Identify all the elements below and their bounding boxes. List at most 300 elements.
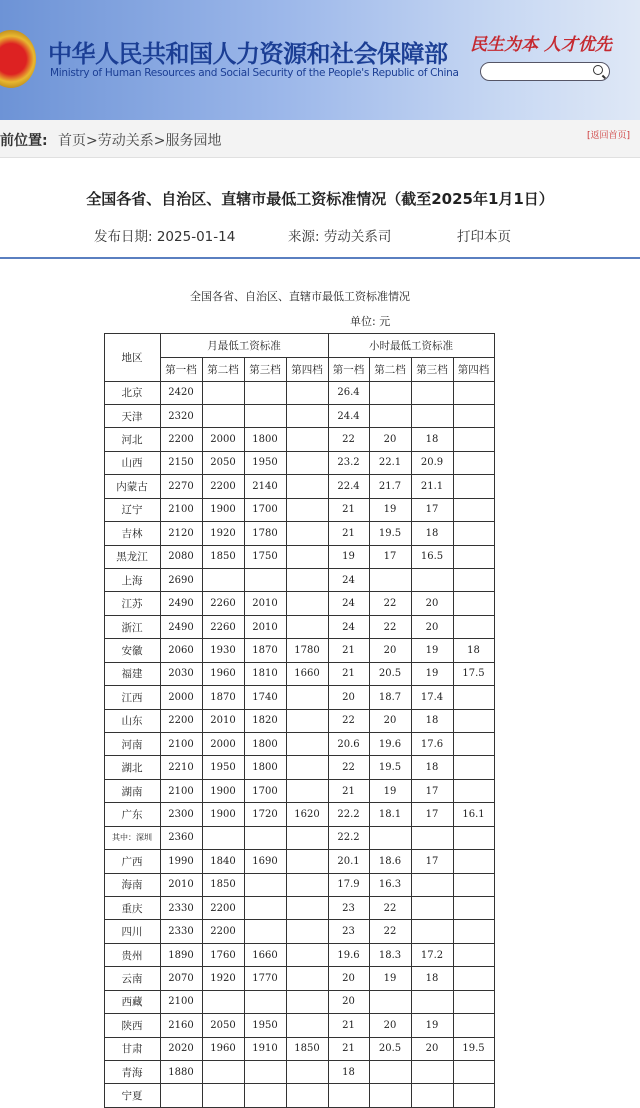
- value-cell: 2160: [160, 1013, 203, 1037]
- region-cell: 上海: [104, 568, 161, 592]
- header-hourly: 小时最低工资标准: [328, 333, 495, 358]
- value-cell: 23: [328, 896, 370, 920]
- header-tier: 第一档: [160, 357, 203, 382]
- value-cell: 22: [328, 709, 370, 733]
- value-cell: 1660: [286, 662, 329, 686]
- value-cell: [411, 1060, 454, 1084]
- value-cell: 2010: [244, 591, 287, 615]
- value-cell: 21: [328, 638, 370, 662]
- value-cell: 1990: [160, 849, 203, 873]
- value-cell: [369, 568, 412, 592]
- value-cell: [286, 498, 329, 522]
- value-cell: [286, 779, 329, 803]
- value-cell: 22.1: [369, 451, 412, 475]
- value-cell: [411, 404, 454, 428]
- region-cell: 甘肃: [104, 1037, 161, 1061]
- value-cell: [286, 685, 329, 709]
- site-header: [0, 0, 640, 120]
- value-cell: 22: [328, 427, 370, 451]
- value-cell: [286, 896, 329, 920]
- value-cell: 2000: [160, 685, 203, 709]
- value-cell: 2150: [160, 451, 203, 475]
- value-cell: [286, 615, 329, 639]
- region-cell: 福建: [104, 662, 161, 686]
- back-home-link[interactable]: [返回首页]: [586, 131, 630, 141]
- search-input[interactable]: [480, 62, 610, 81]
- value-cell: 18: [411, 755, 454, 779]
- value-cell: 17.9: [328, 873, 370, 897]
- region-cell: 江西: [104, 685, 161, 709]
- value-cell: 1810: [244, 662, 287, 686]
- header-tier: 第三档: [411, 357, 454, 382]
- value-cell: [286, 404, 329, 428]
- value-cell: [453, 474, 495, 498]
- value-cell: [453, 404, 495, 428]
- value-cell: 20.1: [328, 849, 370, 873]
- region-cell: 广东: [104, 802, 161, 826]
- value-cell: 19.5: [453, 1037, 495, 1061]
- header-tier: 第四档: [286, 357, 329, 382]
- search-icon[interactable]: [593, 65, 603, 75]
- value-cell: [244, 1060, 287, 1084]
- value-cell: [453, 779, 495, 803]
- value-cell: 1850: [286, 1037, 329, 1061]
- region-cell: 四川: [104, 919, 161, 943]
- value-cell: 24: [328, 568, 370, 592]
- value-cell: 2060: [160, 638, 203, 662]
- value-cell: 1820: [244, 709, 287, 733]
- value-cell: 1950: [244, 451, 287, 475]
- value-cell: [244, 404, 287, 428]
- value-cell: 19: [369, 498, 412, 522]
- value-cell: 1750: [244, 545, 287, 569]
- value-cell: 20: [369, 427, 412, 451]
- value-cell: 19: [369, 966, 412, 990]
- region-cell: 宁夏: [104, 1083, 161, 1107]
- value-cell: [286, 591, 329, 615]
- value-cell: 18: [411, 709, 454, 733]
- value-cell: 2210: [160, 755, 203, 779]
- region-cell: 其中：深圳: [104, 826, 161, 850]
- value-cell: 19.6: [369, 732, 412, 756]
- value-cell: 1800: [244, 427, 287, 451]
- region-cell: 青海: [104, 1060, 161, 1084]
- value-cell: [202, 1083, 245, 1107]
- value-cell: 1930: [202, 638, 245, 662]
- value-cell: 2300: [160, 802, 203, 826]
- value-cell: 17.5: [453, 662, 495, 686]
- value-cell: [453, 849, 495, 873]
- value-cell: [411, 568, 454, 592]
- value-cell: 1900: [202, 498, 245, 522]
- value-cell: [453, 966, 495, 990]
- value-cell: 23.2: [328, 451, 370, 475]
- value-cell: 2000: [202, 732, 245, 756]
- header-monthly: 月最低工资标准: [160, 333, 329, 358]
- value-cell: 20.9: [411, 451, 454, 475]
- value-cell: 1890: [160, 943, 203, 967]
- value-cell: 2030: [160, 662, 203, 686]
- region-cell: 吉林: [104, 521, 161, 545]
- value-cell: [411, 1083, 454, 1107]
- value-cell: 2260: [202, 615, 245, 639]
- value-cell: 2330: [160, 896, 203, 920]
- value-cell: 1780: [244, 521, 287, 545]
- value-cell: 22.2: [328, 802, 370, 826]
- value-cell: 19: [328, 545, 370, 569]
- value-cell: 23: [328, 919, 370, 943]
- region-cell: 辽宁: [104, 498, 161, 522]
- value-cell: [453, 381, 495, 405]
- value-cell: 19: [411, 1013, 454, 1037]
- region-cell: 山西: [104, 451, 161, 475]
- value-cell: 2050: [202, 451, 245, 475]
- value-cell: 1950: [244, 1013, 287, 1037]
- value-cell: 1800: [244, 755, 287, 779]
- value-cell: [411, 826, 454, 850]
- value-cell: 17.2: [411, 943, 454, 967]
- value-cell: 20: [369, 1013, 412, 1037]
- value-cell: [453, 709, 495, 733]
- value-cell: 20.6: [328, 732, 370, 756]
- value-cell: 22: [369, 919, 412, 943]
- value-cell: 17: [411, 849, 454, 873]
- value-cell: 19: [411, 638, 454, 662]
- value-cell: [453, 591, 495, 615]
- value-cell: 21: [328, 1013, 370, 1037]
- value-cell: 18: [411, 521, 454, 545]
- value-cell: 22: [369, 896, 412, 920]
- value-cell: 16.1: [453, 802, 495, 826]
- value-cell: 2200: [160, 427, 203, 451]
- value-cell: 2080: [160, 545, 203, 569]
- region-cell: 黑龙江: [104, 545, 161, 569]
- value-cell: 16.3: [369, 873, 412, 897]
- value-cell: [244, 919, 287, 943]
- value-cell: 20: [328, 685, 370, 709]
- value-cell: 2270: [160, 474, 203, 498]
- value-cell: 21: [328, 1037, 370, 1061]
- value-cell: 2120: [160, 521, 203, 545]
- value-cell: 1960: [202, 1037, 245, 1061]
- source: 来源: 劳动关系司: [288, 229, 392, 245]
- header-region: 地区: [104, 333, 161, 382]
- value-cell: [411, 873, 454, 897]
- value-cell: [411, 919, 454, 943]
- value-cell: [411, 381, 454, 405]
- region-cell: 湖南: [104, 779, 161, 803]
- value-cell: [244, 873, 287, 897]
- value-cell: 17: [411, 779, 454, 803]
- value-cell: [286, 873, 329, 897]
- region-cell: 河南: [104, 732, 161, 756]
- value-cell: 1900: [202, 802, 245, 826]
- page-title: 全国各省、自治区、直辖市最低工资标准情况（截至2025年1月1日）: [86, 190, 554, 208]
- value-cell: [286, 826, 329, 850]
- value-cell: [244, 826, 287, 850]
- value-cell: [453, 498, 495, 522]
- value-cell: 1850: [202, 545, 245, 569]
- header-tier: 第二档: [369, 357, 412, 382]
- value-cell: 24.4: [328, 404, 370, 428]
- value-cell: 2100: [160, 779, 203, 803]
- table-unit: 单位: 元: [350, 315, 391, 328]
- value-cell: [453, 1013, 495, 1037]
- region-cell: 浙江: [104, 615, 161, 639]
- value-cell: 19.5: [369, 755, 412, 779]
- value-cell: [453, 990, 495, 1014]
- value-cell: 1690: [244, 849, 287, 873]
- region-cell: 海南: [104, 873, 161, 897]
- value-cell: [202, 404, 245, 428]
- value-cell: 18: [453, 638, 495, 662]
- value-cell: 2200: [202, 474, 245, 498]
- value-cell: [453, 1083, 495, 1107]
- ministry-name-en: Ministry of Human Resources and Social Security of the People's Republic of China: [50, 67, 459, 79]
- value-cell: 1950: [202, 755, 245, 779]
- print-link[interactable]: 打印本页: [457, 229, 511, 245]
- value-cell: [286, 709, 329, 733]
- region-cell: 重庆: [104, 896, 161, 920]
- value-cell: 2100: [160, 732, 203, 756]
- value-cell: 1870: [244, 638, 287, 662]
- value-cell: 19: [411, 662, 454, 686]
- value-cell: [202, 1060, 245, 1084]
- value-cell: [202, 381, 245, 405]
- value-cell: 26.4: [328, 381, 370, 405]
- breadcrumb-label: 前位置:: [0, 133, 48, 149]
- value-cell: [286, 732, 329, 756]
- value-cell: [286, 1060, 329, 1084]
- value-cell: 2100: [160, 990, 203, 1014]
- value-cell: [453, 943, 495, 967]
- value-cell: 1870: [202, 685, 245, 709]
- value-cell: [411, 896, 454, 920]
- value-cell: 18: [328, 1060, 370, 1084]
- value-cell: [369, 990, 412, 1014]
- value-cell: 22: [369, 615, 412, 639]
- region-cell: 云南: [104, 966, 161, 990]
- value-cell: 2690: [160, 568, 203, 592]
- value-cell: 18.1: [369, 802, 412, 826]
- value-cell: [369, 1083, 412, 1107]
- value-cell: 1780: [286, 638, 329, 662]
- value-cell: 2260: [202, 591, 245, 615]
- value-cell: 18: [411, 966, 454, 990]
- value-cell: [286, 545, 329, 569]
- value-cell: [244, 568, 287, 592]
- header-tier: 第一档: [328, 357, 370, 382]
- value-cell: [286, 1013, 329, 1037]
- value-cell: [160, 1083, 203, 1107]
- value-cell: [453, 896, 495, 920]
- value-cell: 20.5: [369, 662, 412, 686]
- region-cell: 江苏: [104, 591, 161, 615]
- region-cell: 广西: [104, 849, 161, 873]
- value-cell: 2140: [244, 474, 287, 498]
- value-cell: [369, 826, 412, 850]
- value-cell: [453, 732, 495, 756]
- publish-date: 发布日期: 2025-01-14: [94, 229, 236, 245]
- value-cell: [453, 427, 495, 451]
- value-cell: 2010: [202, 709, 245, 733]
- value-cell: [286, 755, 329, 779]
- value-cell: 1850: [202, 873, 245, 897]
- value-cell: 20: [328, 966, 370, 990]
- value-cell: 17: [411, 802, 454, 826]
- value-cell: 1920: [202, 521, 245, 545]
- value-cell: 1620: [286, 802, 329, 826]
- region-cell: 山东: [104, 709, 161, 733]
- header-tier: 第三档: [244, 357, 287, 382]
- value-cell: 2360: [160, 826, 203, 850]
- value-cell: 19.5: [369, 521, 412, 545]
- value-cell: 1880: [160, 1060, 203, 1084]
- value-cell: 1960: [202, 662, 245, 686]
- value-cell: 1910: [244, 1037, 287, 1061]
- value-cell: [411, 990, 454, 1014]
- value-cell: [453, 873, 495, 897]
- value-cell: 24: [328, 615, 370, 639]
- breadcrumb-bar: [0, 120, 640, 158]
- breadcrumb[interactable]: 首页>劳动关系>服务园地: [58, 133, 222, 149]
- value-cell: [453, 451, 495, 475]
- header-tier: 第四档: [453, 357, 495, 382]
- value-cell: [286, 1083, 329, 1107]
- value-cell: 22: [328, 755, 370, 779]
- value-cell: 22.2: [328, 826, 370, 850]
- value-cell: 18.7: [369, 685, 412, 709]
- value-cell: 17.6: [411, 732, 454, 756]
- value-cell: 2100: [160, 498, 203, 522]
- value-cell: 2200: [160, 709, 203, 733]
- value-cell: [453, 545, 495, 569]
- value-cell: 2050: [202, 1013, 245, 1037]
- value-cell: 1770: [244, 966, 287, 990]
- value-cell: 1800: [244, 732, 287, 756]
- value-cell: 18: [411, 427, 454, 451]
- value-cell: [328, 1083, 370, 1107]
- value-cell: 2420: [160, 381, 203, 405]
- value-cell: 2010: [244, 615, 287, 639]
- value-cell: 19: [369, 779, 412, 803]
- value-cell: [286, 381, 329, 405]
- value-cell: [244, 990, 287, 1014]
- value-cell: [286, 990, 329, 1014]
- value-cell: [453, 1060, 495, 1084]
- value-cell: [453, 919, 495, 943]
- value-cell: 2070: [160, 966, 203, 990]
- value-cell: 16.5: [411, 545, 454, 569]
- value-cell: 20: [328, 990, 370, 1014]
- value-cell: 17: [369, 545, 412, 569]
- value-cell: 1740: [244, 685, 287, 709]
- value-cell: 2020: [160, 1037, 203, 1061]
- value-cell: 1920: [202, 966, 245, 990]
- value-cell: [202, 568, 245, 592]
- value-cell: 1700: [244, 779, 287, 803]
- value-cell: [369, 1060, 412, 1084]
- value-cell: [244, 1083, 287, 1107]
- value-cell: [286, 568, 329, 592]
- region-cell: 陕西: [104, 1013, 161, 1037]
- value-cell: 17.4: [411, 685, 454, 709]
- region-cell: 北京: [104, 381, 161, 405]
- value-cell: 2000: [202, 427, 245, 451]
- value-cell: 20: [411, 1037, 454, 1061]
- value-cell: 1760: [202, 943, 245, 967]
- value-cell: [369, 381, 412, 405]
- value-cell: 1660: [244, 943, 287, 967]
- region-cell: 天津: [104, 404, 161, 428]
- value-cell: 21: [328, 498, 370, 522]
- value-cell: 24: [328, 591, 370, 615]
- value-cell: [453, 615, 495, 639]
- value-cell: 2200: [202, 919, 245, 943]
- region-cell: 湖北: [104, 755, 161, 779]
- table-title: 全国各省、自治区、直辖市最低工资标准情况: [190, 290, 410, 303]
- value-cell: [453, 568, 495, 592]
- value-cell: [244, 381, 287, 405]
- value-cell: [286, 521, 329, 545]
- value-cell: 1840: [202, 849, 245, 873]
- value-cell: 20: [411, 615, 454, 639]
- value-cell: 21: [328, 779, 370, 803]
- value-cell: 21.7: [369, 474, 412, 498]
- value-cell: 20: [411, 591, 454, 615]
- slogan: 民生为本 人才优先: [470, 35, 612, 55]
- value-cell: [286, 919, 329, 943]
- value-cell: [286, 849, 329, 873]
- value-cell: 21: [328, 662, 370, 686]
- value-cell: 17: [411, 498, 454, 522]
- value-cell: [453, 755, 495, 779]
- value-cell: [453, 521, 495, 545]
- value-cell: 22.4: [328, 474, 370, 498]
- value-cell: [453, 685, 495, 709]
- value-cell: 2010: [160, 873, 203, 897]
- value-cell: [286, 427, 329, 451]
- value-cell: 18.6: [369, 849, 412, 873]
- value-cell: 2490: [160, 615, 203, 639]
- region-cell: 安徽: [104, 638, 161, 662]
- value-cell: [286, 966, 329, 990]
- value-cell: [286, 451, 329, 475]
- value-cell: 1900: [202, 779, 245, 803]
- value-cell: 2320: [160, 404, 203, 428]
- divider: [0, 257, 640, 259]
- value-cell: 21: [328, 521, 370, 545]
- region-cell: 西藏: [104, 990, 161, 1014]
- region-cell: 内蒙古: [104, 474, 161, 498]
- value-cell: [286, 474, 329, 498]
- header-tier: 第二档: [202, 357, 245, 382]
- value-cell: [369, 404, 412, 428]
- value-cell: 20: [369, 638, 412, 662]
- value-cell: 2200: [202, 896, 245, 920]
- value-cell: [202, 826, 245, 850]
- value-cell: [202, 990, 245, 1014]
- value-cell: 2490: [160, 591, 203, 615]
- value-cell: 21.1: [411, 474, 454, 498]
- value-cell: 19.6: [328, 943, 370, 967]
- value-cell: 1700: [244, 498, 287, 522]
- value-cell: 20: [369, 709, 412, 733]
- value-cell: [244, 896, 287, 920]
- value-cell: 18.3: [369, 943, 412, 967]
- ministry-name-cn: 中华人民共和国人力资源和社会保障部: [48, 40, 448, 68]
- value-cell: [286, 943, 329, 967]
